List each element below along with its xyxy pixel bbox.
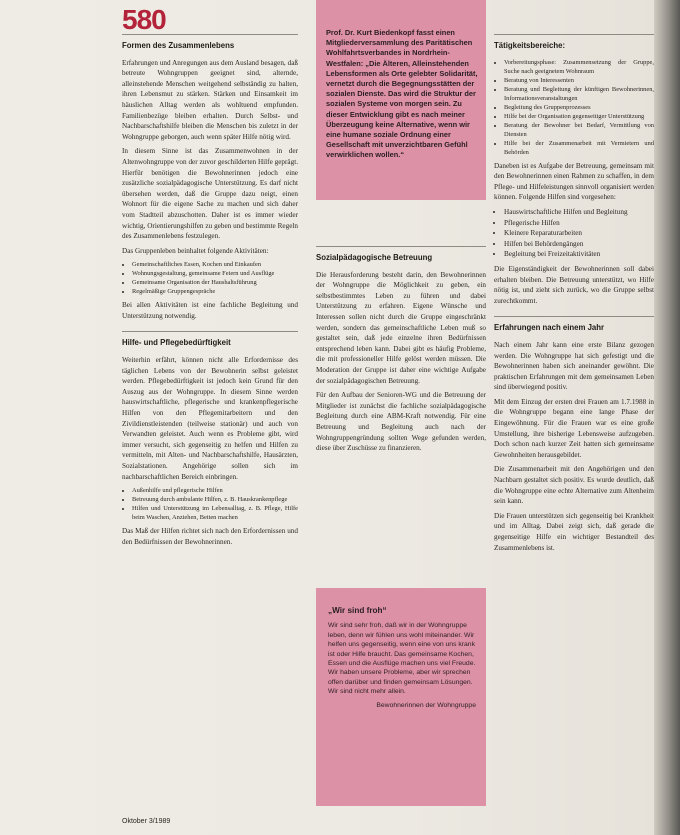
quote-text: Wir sind sehr froh, daß wir in der Wohngruppe leben, denn wir fühlen uns wohl miteinander. Wir helfen uns gegenseitig, wenn eine von uns krank ist oder Hilfe braucht. Das gemeinsame Kochen, Essen und die Ausflüge machen uns viel Freude. Wir haben unsere Probleme, aber wir sprechen offen darüber und finden gemeinsam Lösungen. Wir sind nicht mehr allein. — [328, 622, 476, 696]
list-item: • Pflegerische Hilfen — [504, 218, 654, 229]
paragraph: Das Gruppenleben beinhaltet folgende Aktivitäten: — [122, 246, 269, 255]
divider — [122, 331, 298, 332]
help-list — [122, 486, 298, 522]
divider — [494, 316, 654, 317]
services-list — [494, 207, 654, 260]
divider — [494, 34, 654, 35]
quote-title: „Wir sind froh“ — [328, 606, 387, 615]
heading-taetigkeit: Tätigkeitsbereiche: — [494, 41, 566, 50]
paragraph: Daneben ist es Aufgabe der Betreuung, gemeinsam mit den Bewohnerinnen einen Rahmen zu schaffen, in dem Pflege- und Hilfeleistungen sinnvoll organisiert werden können. Folgende Hilfen sind vorgesehen: — [494, 161, 654, 202]
list-item: • Beratung der Bewohner bei Bedarf, Vermittlung von Diensten — [504, 121, 654, 139]
list-item: • Hilfen und Unterstützung im Lebensalltag, z. B. Pflege, Hilfe beim Waschen, Anziehen, Betten machen — [132, 504, 298, 522]
list-item: • Hauswirtschaftliche Hilfen und Begleitung — [504, 207, 654, 218]
quote-signature: Bewohnerinnen der Wohngruppe — [376, 701, 476, 709]
paragraph: Die Frauen unterstützen sich gegenseitig bei Krankheit und im Alltag. Dabei zeigt sich, daß gerade die gegenseitige Hilfe ein wichtiger Bestandteil des Zusammenlebens ist. — [494, 511, 654, 552]
quote-box-biedenkopf — [316, 0, 486, 200]
list-item: • Begleitung bei Freizeitaktivitäten — [504, 249, 654, 260]
heading-hilfe: Hilfe- und Pflegebedürftigkeit — [122, 338, 231, 348]
paragraph: Nach einem Jahr kann eine erste Bilanz gezogen werden. Die Wohngruppe hat sich gefestigt und die Bewohnerinnen haben sich aneinander gewöhnt. Die praktischen Erfahrungen mit dem gemeinsamen Leben sind überwiegend positiv. — [494, 340, 654, 392]
divider — [316, 246, 486, 247]
list-item: • Beratung und Begleitung der künftigen Bewohnerinnen, Informationsveranstaltungen — [504, 85, 654, 103]
paragraph: Die Herausforderung besteht darin, den Bewohnerinnen der Wohngruppe die Möglichkeit zu geben, ein selbstbestimmtes Leben zu führen und dabei Unterstützung zu erfahren. Eigene Wünsche und Interessen sollen nicht durch die Gruppe eingeschränkt werden, sondern das gemeinschaftliche Leben muß so gestaltet sein, daß jede einzelne ihren Bedürfnissen entsprechend leben kann. Dabei gibt es häufig Probleme, die mit professioneller Hilfe gelöst werden müssen. Die Moderation der Gruppe ist daher eine wichtige Aufgabe der sozialpädagogischen Betreuung. — [316, 270, 486, 385]
list-item: • Betreuung durch ambulante Hilfen, z. B. Hauskrankenpflege — [132, 495, 298, 504]
quote-text: Prof. Dr. Kurt Biedenkopf fasst einen Mitgliederversammlung des Paritätischen Wohlfahrtsverbandes in Nordrhein-Westfalen: „Die Älteren, Alleinstehenden Lebensformen als Orte gelebter Solidarität, vernetzt durch die Begegnungsstätten der sozialen Dienste. Das wird die Struktur der sozialen Systeme von morgen sein. Zu dieser Entwicklung gibt es nach meiner Überzeugung keine Alternative, wenn wir eine humane soziale Ordnung einer Gesellschaft mit unverzichtbaren Gefühl verwirklichen wollen.“ — [326, 28, 478, 160]
paragraph: Mit dem Einzug der ersten drei Frauen am 1.7.1988 in die Wohngruppe begann eine lange Phase der Eingewöhnung. Für die Frauen war es eine große Umstellung, ihre bisherige Lebensweise aufzugeben. Doch schon nach kurzer Zeit hatten sich gemeinsame Gewohnheiten herausgebildet. — [494, 397, 654, 459]
paragraph: Das Maß der Hilfen richtet sich nach den Erfordernissen und den Bedürfnissen der Bewohnerinnen. — [122, 527, 298, 546]
paragraph: Die Zusammenarbeit mit den Angehörigen und den Nachbarn gestaltet sich positiv. Es wurde deutlich, daß die Wohngruppe eine echte Alternative zum Altenheim sein kann. — [494, 465, 654, 506]
list-item: • Hilfe bei der Zusammenarbeit mit Vermietern und Behörden — [504, 139, 654, 157]
list-item: • Begleitung des Gruppenprozesses — [504, 103, 654, 112]
list-item: • Hilfen bei Behördengängen — [504, 239, 654, 250]
heading-formen: Formen des Zusammenlebens — [122, 41, 235, 50]
page-number: 580 — [122, 4, 166, 35]
paragraph: In diesem Sinne ist das Zusammenwohnen in der Altenwohngruppe von der zuvor geschilderten Hilfe geprägt. Hierfür benötigen die Bewohnerinnen jedoch eine zusätzliche sozialpädagogische Unterstützung. Es darf nicht übersehen werden, daß die Gruppe dazu neigt, einen Wohnort für die eigene Sache zu machen und sich daher vom Stadtteil abzuschotten. Daher ist es immer wieder wichtig, Orientierungshilfen zu geben und bestimmte Regeln des Zusammenlebens festzulegen. — [122, 147, 298, 241]
list-item: • Gemeinschaftliches Essen, Kochen und Einkaufen — [132, 260, 298, 269]
heading-erfahrungen: Erfahrungen nach einem Jahr — [494, 323, 605, 333]
activity-list — [122, 260, 298, 296]
heading-sozialpaedagogisch: Sozialpädagogische Betreuung — [316, 253, 433, 262]
paragraph: Die Eigenständigkeit der Bewohnerinnen soll dabei erhalten bleiben. Die Betreuung unterstützt, wo Hilfe nötig ist, und zieht sich zurück, wo die Gruppe selbst zurechtkommt. — [494, 264, 654, 305]
divider — [122, 34, 298, 35]
list-item: • Außenhilfe und pflegerische Hilfen — [132, 486, 298, 495]
list-item: • Kleinere Reparaturarbeiten — [504, 228, 654, 239]
task-list — [494, 58, 654, 157]
list-item: • Wohnungsgestaltung, gemeinsame Feiern und Ausflüge — [132, 269, 298, 278]
quote-box-residents — [316, 588, 486, 806]
list-item: • Gemeinsame Organisation der Haushaltsführung — [132, 278, 298, 287]
list-item: • Hilfe bei der Organisation gegenseitiger Unterstützung — [504, 112, 654, 121]
paragraph: Weiterhin erfährt, können nicht alle Erfordernisse des täglichen Lebens von der Bewohnerin selbst geleistet werden. Pflegebedürftigkeit ist jedoch kein Grund für den Auszug aus der Wohngruppe. In diesem Sinne werden hauswirtschaftliche, pflegerische und krankenpflegerische Hilfen von den Pflegemitarbeitern und den Zivildienstleistenden (teilweise stationär) und auch von Verwandten geleistet. Auch wenn es Probleme gibt, wird immer versucht, sich gegenseitig zu helfen und Hilfen zu vermitteln, mit Alten- und Nachbarschaftshilfe, Hausärzten, Sozialstationen. Angehörige sollen sich im nachbarschaftlichen Bereich einbringen. — [122, 356, 298, 481]
column-middle — [316, 246, 486, 458]
list-item: • Regelmäßige Gruppengespräche — [132, 287, 298, 296]
paragraph: Für den Aufbau der Senioren-WG und die Betreuung der Mitglieder ist zunächst die fachliche sozialpädagogische Begleitung durch eine ABM-Kraft notwendig. Für eine Betreuung und Begleitung auch nach der Wohngruppengründung sollten Wege gefunden werden, diese über Zuschüsse zu finanzieren. — [316, 391, 486, 453]
column-right — [494, 34, 654, 557]
paragraph: Erfahrungen und Anregungen aus dem Ausland besagen, daß betreute Wohngruppen geeignet sind, alternde, alleinstehende Menschen weitgehend selbständig zu halten, ihren Lebensmut zu stärken. Stärken und Einsamkeit im häuslichen Alltag werden als wohltuend empfunden. Familienbezüge bleiben erhalten. Durch Selbst- und Nachbarschaftshilfe bleiben die Menschen bis zuletzt in der Wohngruppe geborgen, auch wenn später Hilfe nötig wird. — [122, 58, 298, 141]
paragraph: Bei allen Aktivitäten ist eine fachliche Begleitung und Unterstützung notwendig. — [122, 301, 298, 320]
list-item: • Vorbereitungsphase: Zusammensetzung der Gruppe, Suche nach geeignetem Wohnraum — [504, 58, 654, 76]
list-item: • Beratung von Interessenten — [504, 76, 654, 85]
book-spine-shadow — [654, 0, 680, 835]
column-left — [122, 34, 298, 551]
footer-issue: Oktober 3/1989 — [122, 818, 171, 825]
